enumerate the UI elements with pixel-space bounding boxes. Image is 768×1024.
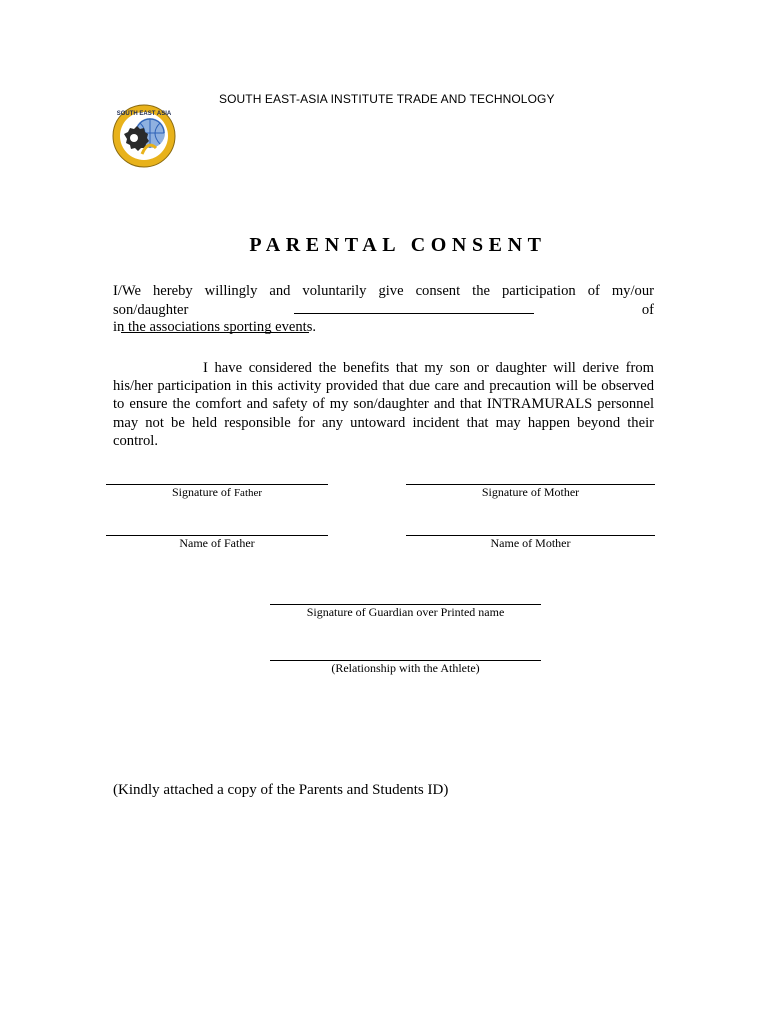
relationship-label: (Relationship with the Athlete) — [331, 661, 480, 675]
logo-text: SOUTH EAST ASIA — [116, 111, 172, 117]
son-daughter-label: son/daughter — [113, 302, 189, 318]
mother-name-label: Name of Mother — [490, 536, 571, 550]
consent-paragraph-2: I have considered the benefits that my son or daughter will derive from his/her participation in this activity provided that due care and precaution will be observed to ensure the comfort and safety of my son/daughter and that INTRAMURALS personnel may not be held responsible for any untoward incident that may happen beyond their control. — [113, 360, 654, 449]
school-name: SOUTH EAST-ASIA INSTITUTE TRADE AND TECHNOLOGY — [219, 92, 555, 106]
consent-line-1: I/We hereby willingly and voluntarily give consent the participation of my/our — [113, 283, 654, 299]
consent-line-3: in the associations sporting events. — [113, 319, 317, 335]
of-label: of — [641, 302, 654, 318]
footer-note: (Kindly attached a copy of the Parents and Students ID) — [113, 782, 449, 798]
mother-signature-label: Signature of Mother — [481, 485, 580, 499]
child-name-blank[interactable] — [294, 300, 534, 314]
document-title: PARENTAL CONSENT — [249, 234, 547, 256]
school-logo — [112, 104, 176, 168]
father-signature-label: Signature of Father — [171, 485, 263, 499]
guardian-signature-label: Signature of Guardian over Printed name — [306, 605, 505, 619]
father-name-label: Name of Father — [179, 536, 255, 550]
